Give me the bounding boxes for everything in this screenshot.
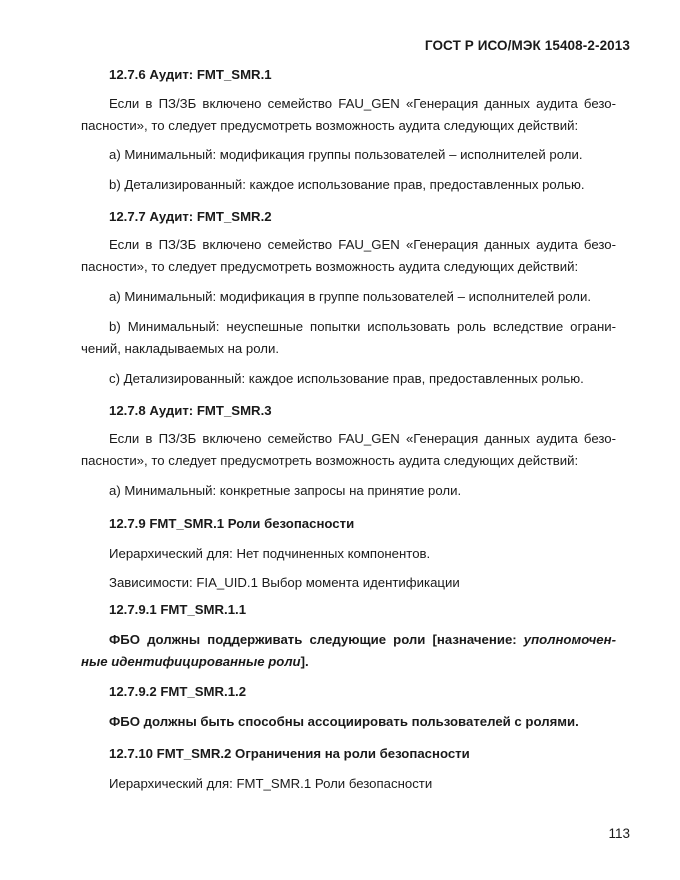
requirement-bold: ]. <box>300 654 309 669</box>
list-item-b-cont: чений, накладываемых на роли. <box>81 341 279 356</box>
paragraph-line: Если в ПЗ/ЗБ включено семейство FAU_GEN «Генерация данных аудита безо- <box>109 96 616 111</box>
paragraph-line: пасности», то следует предусмотреть возможность аудита следующих действий: <box>81 118 579 133</box>
subsection-heading-12-7-9-2: 12.7.9.2 FMT_SMR.1.2 <box>109 684 247 699</box>
requirement-line: ФБО должны быть способны ассоциировать пользователей с ролями. <box>109 714 579 729</box>
section-heading-12-7-6: 12.7.6 Аудит: FMT_SMR.1 <box>109 67 272 82</box>
list-item-a: a) Минимальный: конкретные запросы на принятие роли. <box>109 483 462 498</box>
list-item-a: a) Минимальный: модификация группы пользователей – исполнителей роли. <box>109 147 583 162</box>
page-number: 113 <box>608 826 630 841</box>
paragraph-line: пасности», то следует предусмотреть возможность аудита следующих действий: <box>81 453 579 468</box>
subsection-heading-12-7-9-1: 12.7.9.1 FMT_SMR.1.1 <box>109 602 247 617</box>
section-heading-12-7-9: 12.7.9 FMT_SMR.1 Роли безопасности <box>109 516 355 531</box>
requirement-italic: уполномочен- <box>523 632 616 647</box>
hierarchical-for: Иерархический для: Нет подчиненных компонентов. <box>109 546 431 561</box>
paragraph-line: пасности», то следует предусмотреть возможность аудита следующих действий: <box>81 259 579 274</box>
list-item-b: b) Детализированный: каждое использование прав, предоставленных ролью. <box>109 177 585 192</box>
paragraph-line: Если в ПЗ/ЗБ включено семейство FAU_GEN «Генерация данных аудита безо- <box>109 431 616 446</box>
requirement-bold: ФБО должны поддерживать следующие роли [назначение: <box>109 632 524 647</box>
requirement-line-cont <box>81 653 616 671</box>
paragraph-line: Если в ПЗ/ЗБ включено семейство FAU_GEN «Генерация данных аудита безо- <box>109 237 616 252</box>
section-heading-12-7-7: 12.7.7 Аудит: FMT_SMR.2 <box>109 209 272 224</box>
hierarchical-for: Иерархический для: FMT_SMR.1 Роли безопасности <box>109 776 433 791</box>
list-item-c: c) Детализированный: каждое использование прав, предоставленных ролью. <box>109 371 584 386</box>
list-item-a: a) Минимальный: модификация в группе пользователей – исполнителей роли. <box>109 289 592 304</box>
requirement-line <box>109 631 616 649</box>
section-heading-12-7-10: 12.7.10 FMT_SMR.2 Ограничения на роли безопасности <box>109 746 470 761</box>
standard-header: ГОСТ Р ИСО/МЭК 15408-2-2013 <box>424 38 630 53</box>
section-heading-12-7-8: 12.7.8 Аудит: FMT_SMR.3 <box>109 403 272 418</box>
list-item-b: b) Минимальный: неуспешные попытки использовать роль вследствие ограни- <box>109 319 616 334</box>
requirement-italic: ные идентифицированные роли <box>81 654 301 669</box>
dependencies: Зависимости: FIA_UID.1 Выбор момента идентификации <box>109 575 460 590</box>
